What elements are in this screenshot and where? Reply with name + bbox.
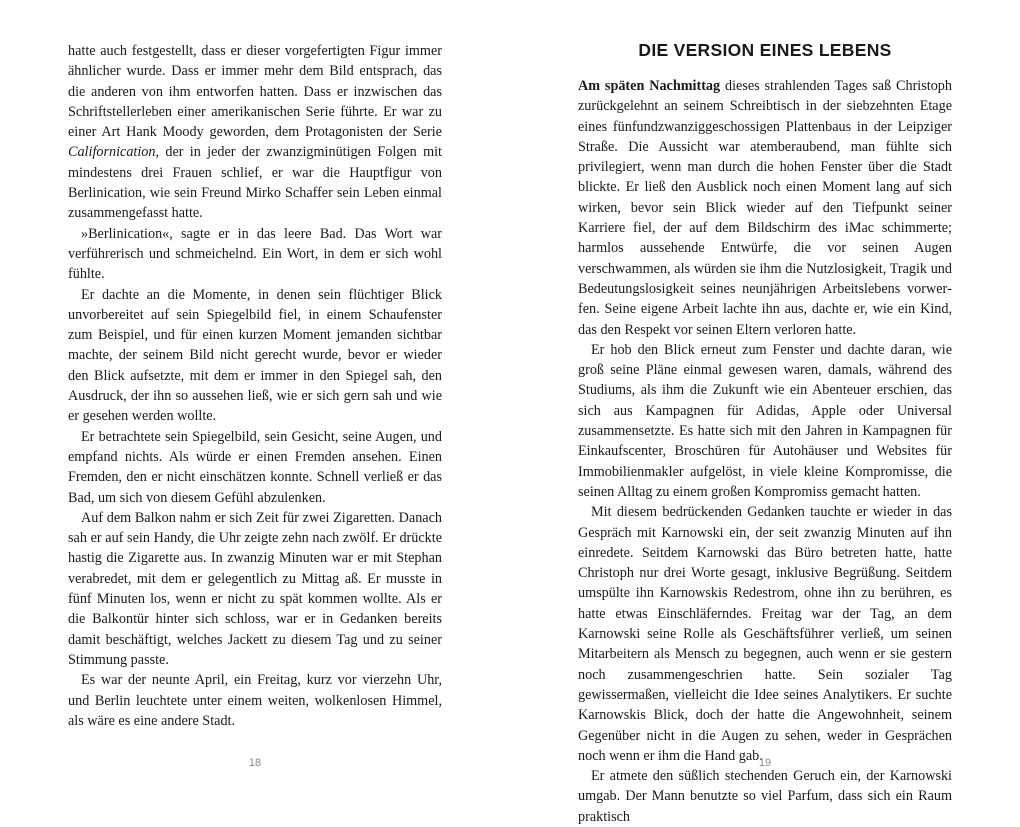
left-page bbox=[0, 0, 510, 794]
paragraph: Auf dem Balkon nahm er sich Zeit für zwei Zigaretten. Danach sah er auf sein Handy, die Uhr zeigte zehn nach zwölf. Er drückte hastig die Zigarette aus. In zwanzig Minuten war er mit Stephan verabredet, mit dem er gelegentlich zu Mittag aß. Er musste in fünf Minuten los, wenn er nicht zu spät kommen wollte. Als er die Balkontür hinter sich schloss, war er in Gedanken bereits damit beschäftigt, welches Jackett zu diesem Tag und zu seiner Stimmung passte. bbox=[68, 509, 442, 668]
chapter-lead-in: Am späten Nachmittag bbox=[578, 78, 721, 94]
paragraph: Er hob den Blick erneut zum Fenster und dachte daran, wie groß seine Pläne einmal gewesen waren, damals, während des Studiums, als ihm die Zukunft wie ein Abenteuer erschien, das sich aus Kampagnen für Adidas, Apple oder Universal zusammensetzte. Es hatte sich mit den Jahren in Kampagnen für Einkaufscenter, Broschüren für Autohäuser und Websites für Immobilienmakler aufgelöst, in viele kleine Kompromisse, die seinen Alltag zu einem großen Kompromiss gemacht hatten. bbox=[578, 341, 952, 500]
series-title-italic: Californication bbox=[68, 144, 156, 161]
left-page-text bbox=[68, 41, 442, 731]
paragraph: Er atmete den süßlich stechenden Geruch ein, der Karnowski umgab. Der Mann benutzte so viel Parfum, dass sich ein Raum praktisch bbox=[578, 768, 952, 825]
paragraph: hatte auch festgestellt, dass er dieser vorgefertigten Figur immer ähnlicher wurde. Dass er immer mehr dem Bild entsprach, das die anderen von ihm entworfen hatten. Dass er inzwischen das Schriftstellerleben einer amerikanischen Serie führte. Er war zu einer Art Hank Moody geworden, dem Protagonisten der Serie Californication, der in jeder der zwanzigminütigen Folgen mit mindestens drei Frauen schlief, er war die Hauptfigur von Berlinication, wie sein Freund Mirko Schaffer sein Leben einmal zusammengefasst hatte. bbox=[68, 43, 442, 222]
right-page-text bbox=[578, 76, 952, 827]
paragraph: Er dachte an die Momente, in denen sein flüchtiger Blick unvorbereitet auf sein Spiegelbild fiel, in einem Schaufenster zum Beispiel, und für einen kurzen Moment jemanden sichtbar machte, der seinem Bild nicht gerecht wurde, bevor er wieder den Blick aufsetzte, mit dem er immer in den Spiegel sah, den Ausdruck, der ihn so aussehen ließ, wie er sich gern sah und wie er gesehen werden wollte. bbox=[68, 286, 442, 425]
paragraph: Mit diesem bedrückenden Gedanken tauchte er wieder in das Gespräch mit Karnowski ein, der seit zwanzig Minuten auf ihn einredete. Seitdem Karnowski das Büro betreten hatte, hatte Christoph nur drei Worte gesagt, inklusive Begrüßung. Seitdem umspülte ihn Karnowskis Redestrom, ohne ihn zu berühren, es hatte etwas Einschläferndes. Freitag war der Tag, an dem Karnowski seine Rolle als Geschäftsführer verließ, um seinen Mitarbeitern als Mensch zu begegnen, auch wenn er sie gestern noch zusammengeschrien hatte. Sein sozialer Tag gewissermaßen, vielleicht die Idee seines Analytikers. Er suchte Karnowskis Blick, doch der hatte die Angewohnheit, seinem Gegenüber nicht in die Augen zu sehen, weder in Gesprächen noch wenn er ihm die Hand gab. bbox=[578, 504, 952, 764]
right-page bbox=[510, 0, 1020, 825]
page-number-right: 19 bbox=[758, 757, 772, 769]
paragraph: Er betrachtete sein Spiegelbild, sein Gesicht, seine Augen, und empfand nichts. Als würde er einen Fremden ansehen. Einen Fremden, den er nicht einschätzen konnte. Schnell verließ er das Bad, um sich von diesem Gefühl abzulenken. bbox=[68, 428, 442, 506]
paragraph: Am späten Nachmittag dieses strahlenden Tages saß Christoph zurückgelehnt an seinem Schreibtisch in der siebzehnten Etage eines fünfundzwanziggeschossigen Plattenbaus in der Leipziger Straße. Die Aussicht war atemberaubend, man fühlte sich privilegiert, wenn man durch die hohen Fenster über die Stadt blickte. Er ließ den Ausblick noch einen Moment lang auf sich wirken, bevor sein Blick wieder auf den Tiefpunkt seiner Karriere fiel, der auf dem Bildschirm des iMac schimmerte; harmlos aussehende Entwürfe, die vor seinen Augen verschwammen, als würden sie ihm die Nutzlosigkeit, Tragik und Bedeutungslosigkeit seines neunjährigen Arbeitslebens vorwerfen. Seine eigene Arbeit lachte ihn aus, dachte er, wie ein Kind, das den Respekt vor seinen Eltern verloren hatte. bbox=[578, 78, 952, 338]
paragraph: »Berlinication«, sagte er in das leere Bad. Das Wort war verführerisch und schmeichelnd. Ein Wort, in dem er sich wohl fühlte. bbox=[68, 225, 442, 283]
page-number-left: 18 bbox=[248, 757, 262, 769]
chapter-title: DIE VERSION EINES LEBENS bbox=[638, 40, 892, 60]
paragraph: Es war der neunte April, ein Freitag, kurz vor vierzehn Uhr, und Berlin leuchtete unter einem weiten, wolkenlosen Himmel, als wäre es eine andere Stadt. bbox=[68, 672, 442, 729]
